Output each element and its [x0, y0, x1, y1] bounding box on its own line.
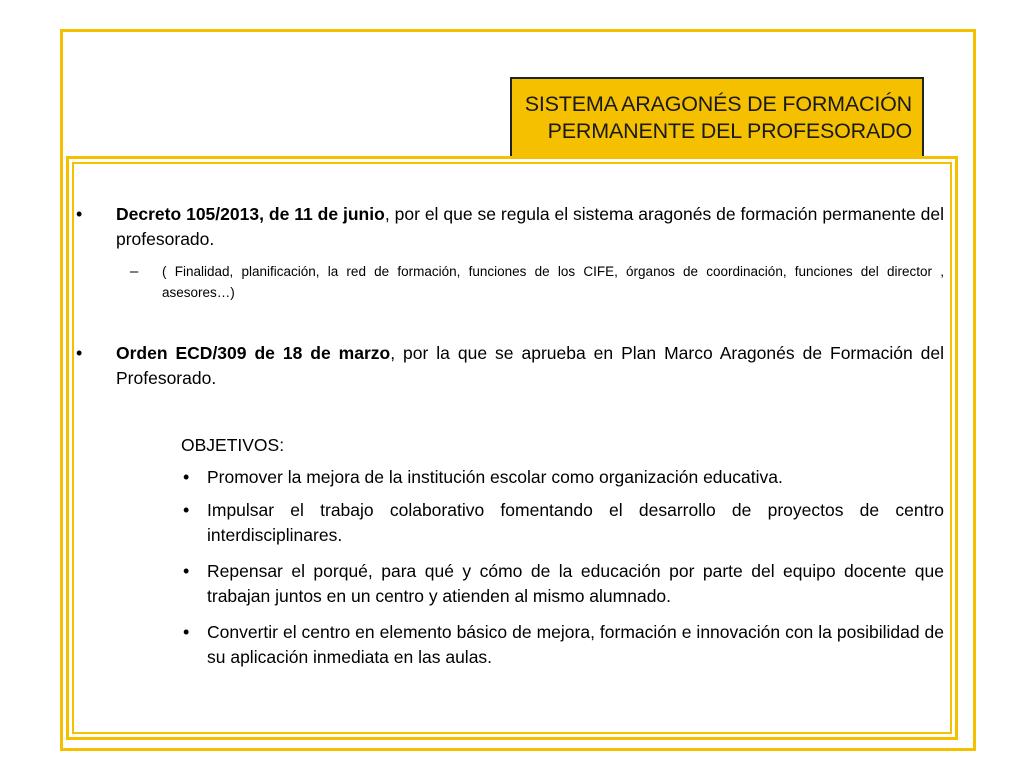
bullet-marker: • [76, 204, 83, 224]
decreto-paragraph [116, 202, 944, 252]
decreto-title: Decreto 105/2013, de 11 de junio [116, 204, 385, 224]
objective-item: Impulsar el trabajo colaborativo fomentando el desarrollo de proyectos de centro interdisciplinares. [207, 500, 944, 545]
slide-title-line-2: PERMANENTE DEL PROFESORADO [547, 119, 912, 143]
orden-paragraph [116, 341, 944, 391]
decreto-text: , por el que se regula el sistema aragonés de formación permanente del profesorado. [116, 204, 945, 249]
objectives-heading: OBJETIVOS: [181, 435, 285, 455]
objective-item: Repensar el porqué, para qué y cómo de la educación por parte del equipo docente que trabajan juntos en un centro y atienden al mismo alumnado. [207, 561, 944, 606]
bullet-marker: • [183, 561, 190, 581]
bullet-marker: • [183, 467, 190, 487]
title-box [510, 77, 924, 163]
objective-item: Convertir el centro en elemento básico de mejora, formación e innovación con la posibilidad de su aplicación inmediata en las aulas. [207, 622, 944, 667]
orden-text: , por la que se aprueba en Plan Marco Aragonés de Formación del Profesorado. [116, 343, 944, 388]
bullet-marker: • [183, 500, 190, 520]
bullet-marker: • [183, 622, 190, 642]
decreto-sub-paragraph: ( Finalidad, planificación, la red de formación, funciones de los CIFE, órganos de coordinación, funciones del director , asesores…) [162, 264, 944, 300]
bullet-marker: • [76, 343, 83, 363]
sub-dash-marker: – [130, 263, 139, 280]
slide-title-line-1: SISTEMA ARAGONÉS DE FORMACIÓN [524, 92, 912, 116]
objective-item: Promover la mejora de la institución escolar como organización educativa. [207, 467, 783, 487]
orden-title: Orden ECD/309 de 18 de marzo [116, 343, 391, 363]
